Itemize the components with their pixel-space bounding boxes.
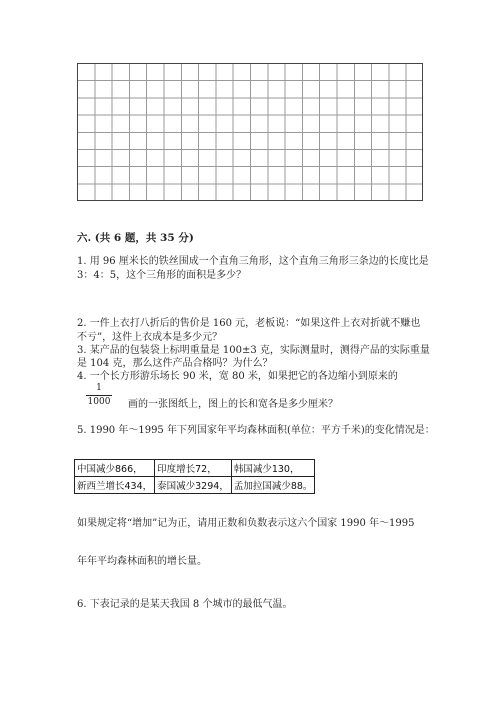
section-title: 六. (共 6 题，共 35 分) xyxy=(77,232,194,244)
question-1-line-1: 1. 用 96 厘米长的铁丝围成一个直角三角形，这个直角三角形三条边的长度比是 xyxy=(77,256,429,267)
table-row xyxy=(75,477,315,494)
forest-change-table xyxy=(74,459,315,494)
question-5-line-3: 年年平均森林面积的增长量。 xyxy=(77,556,207,567)
question-4-line-1: 4. 一个长方形游乐场长 90 米，宽 80 米，如果把它的各边缩小到原来的 xyxy=(77,371,398,382)
fraction-numerator: 1 xyxy=(96,383,102,393)
table-row xyxy=(75,460,315,477)
question-3-line-1: 3. 某产品的包装袋上标明重量是 100±3 克，实际测量时，测得产品的实际重量 xyxy=(77,345,430,356)
question-6-line-1: 6. 下表记录的是某天我国 8 个城市的最低气温。 xyxy=(77,599,293,610)
question-5-line-1: 5. 1990 年～1995 年下列国家年平均森林面积(单位：平方千米)的变化情况是： xyxy=(77,425,435,436)
question-2-line-1: 2. 一件上衣打八折后的售价是 160 元，老板说：“如果这件上衣对折就不赚也 xyxy=(77,318,421,329)
table-cell: 印度增长72， xyxy=(155,460,232,477)
fraction-bar xyxy=(86,395,112,396)
question-2-line-2: 不亏”，这件上衣成本是多少元？ xyxy=(77,332,223,343)
writing-grid xyxy=(77,63,423,201)
fraction-one-thousandth xyxy=(86,383,112,408)
table-cell: 新西兰增长434， xyxy=(75,477,155,494)
table-cell: 中国减少866， xyxy=(75,460,155,477)
question-5-line-2: 如果规定将“增加”记为正，请用正数和负数表示这六个国家 1990 年～1995 xyxy=(77,518,415,529)
fraction-denominator: 1000 xyxy=(87,397,111,407)
table-cell: 韩国减少130， xyxy=(231,460,315,477)
table-cell: 孟加拉国减少88。 xyxy=(231,477,315,494)
question-1-line-2: 3：4：5，这个三角形的面积是多少？ xyxy=(77,270,247,281)
table-cell: 泰国减少3294， xyxy=(155,477,232,494)
question-3-line-2: 是 104 克，那么这件产品合格吗？为什么？ xyxy=(77,358,273,369)
question-4-line-2: 画的一张图纸上，图上的长和宽各是多少厘米？ xyxy=(128,399,338,410)
